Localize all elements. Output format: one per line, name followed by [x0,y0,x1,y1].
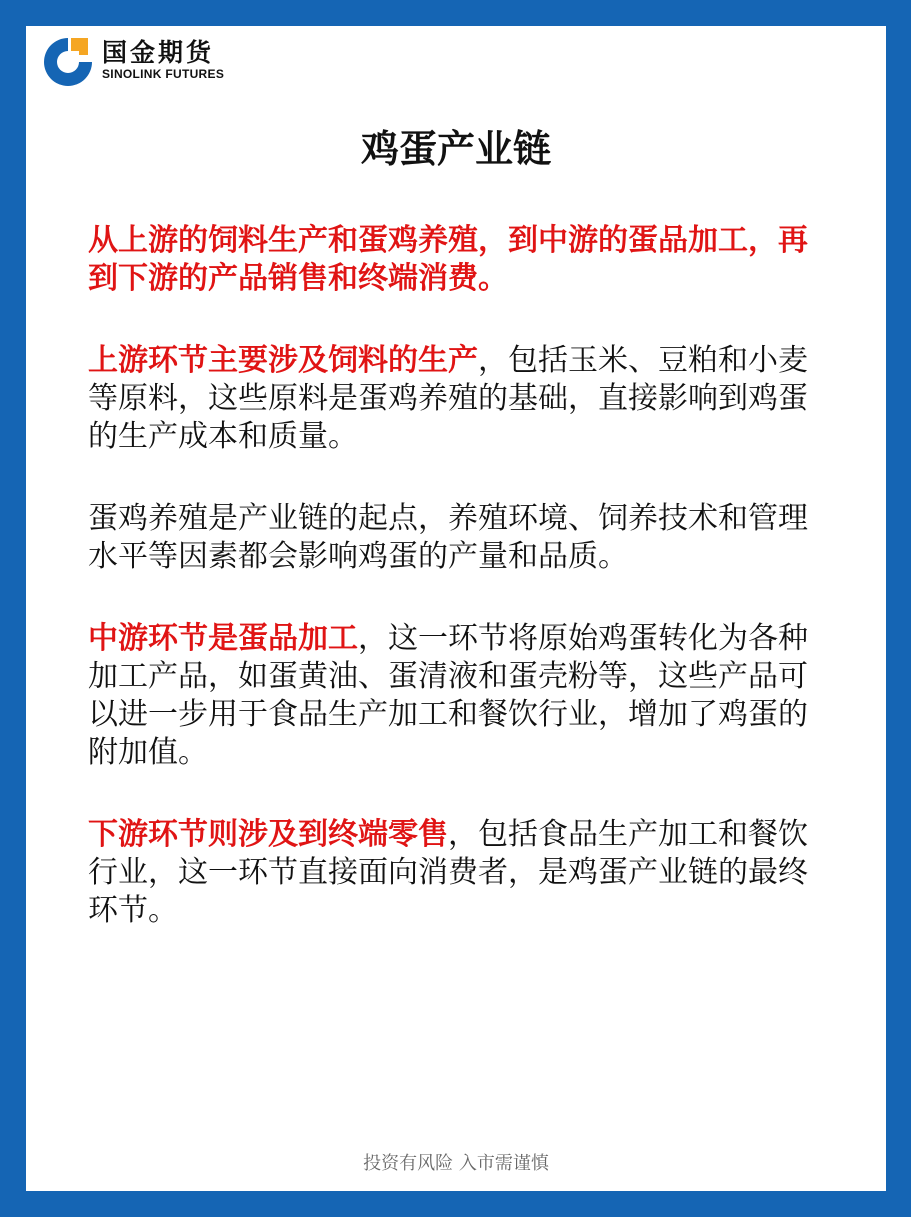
paragraph-midstream [88,620,828,772]
brand-name-en: SINOLINK FUTURES [102,67,225,81]
paragraph-breeding: 蛋鸡养殖是产业链的起点，养殖环境、饲养技术和管理水平等因素都会影响鸡蛋的产量和品质。 [88,501,808,574]
risk-disclaimer: 投资有风险 入市需谨慎 [363,1153,549,1174]
midstream-text: ，这一环节将原始鸡蛋转化为各种加工产品，如蛋黄油、蛋清液和蛋壳粉等，这些产品可以进一步用于食品生产加工和餐饮行业，增加了鸡蛋的附加值。 [88,621,808,770]
brand-logo [40,32,224,88]
paragraph-downstream [88,816,828,930]
downstream-highlight: 下游环节则涉及到终端零售 [88,817,448,852]
article-body [88,222,828,930]
brand-text [102,39,224,81]
page-frame [26,26,886,1191]
sinolink-logo-icon [40,32,96,88]
upstream-highlight: 上游环节主要涉及饲料的生产 [88,343,478,378]
page-title: 鸡蛋产业链 [360,127,551,171]
paragraph-summary: 从上游的饲料生产和蛋鸡养殖，到中游的蛋品加工，再到下游的产品销售和终端消费。 [88,223,808,296]
brand-name-cn: 国金期货 [102,38,215,67]
paragraph-upstream [88,342,828,456]
midstream-highlight: 中游环节是蛋品加工 [88,621,358,656]
upstream-text: ，包括玉米、豆粕和小麦等原料，这些原料是蛋鸡养殖的基础，直接影响到鸡蛋的生产成本和质量。 [88,343,808,454]
downstream-text: ，包括食品生产加工和餐饮行业，这一环节直接面向消费者，是鸡蛋产业链的最终环节。 [88,817,808,928]
